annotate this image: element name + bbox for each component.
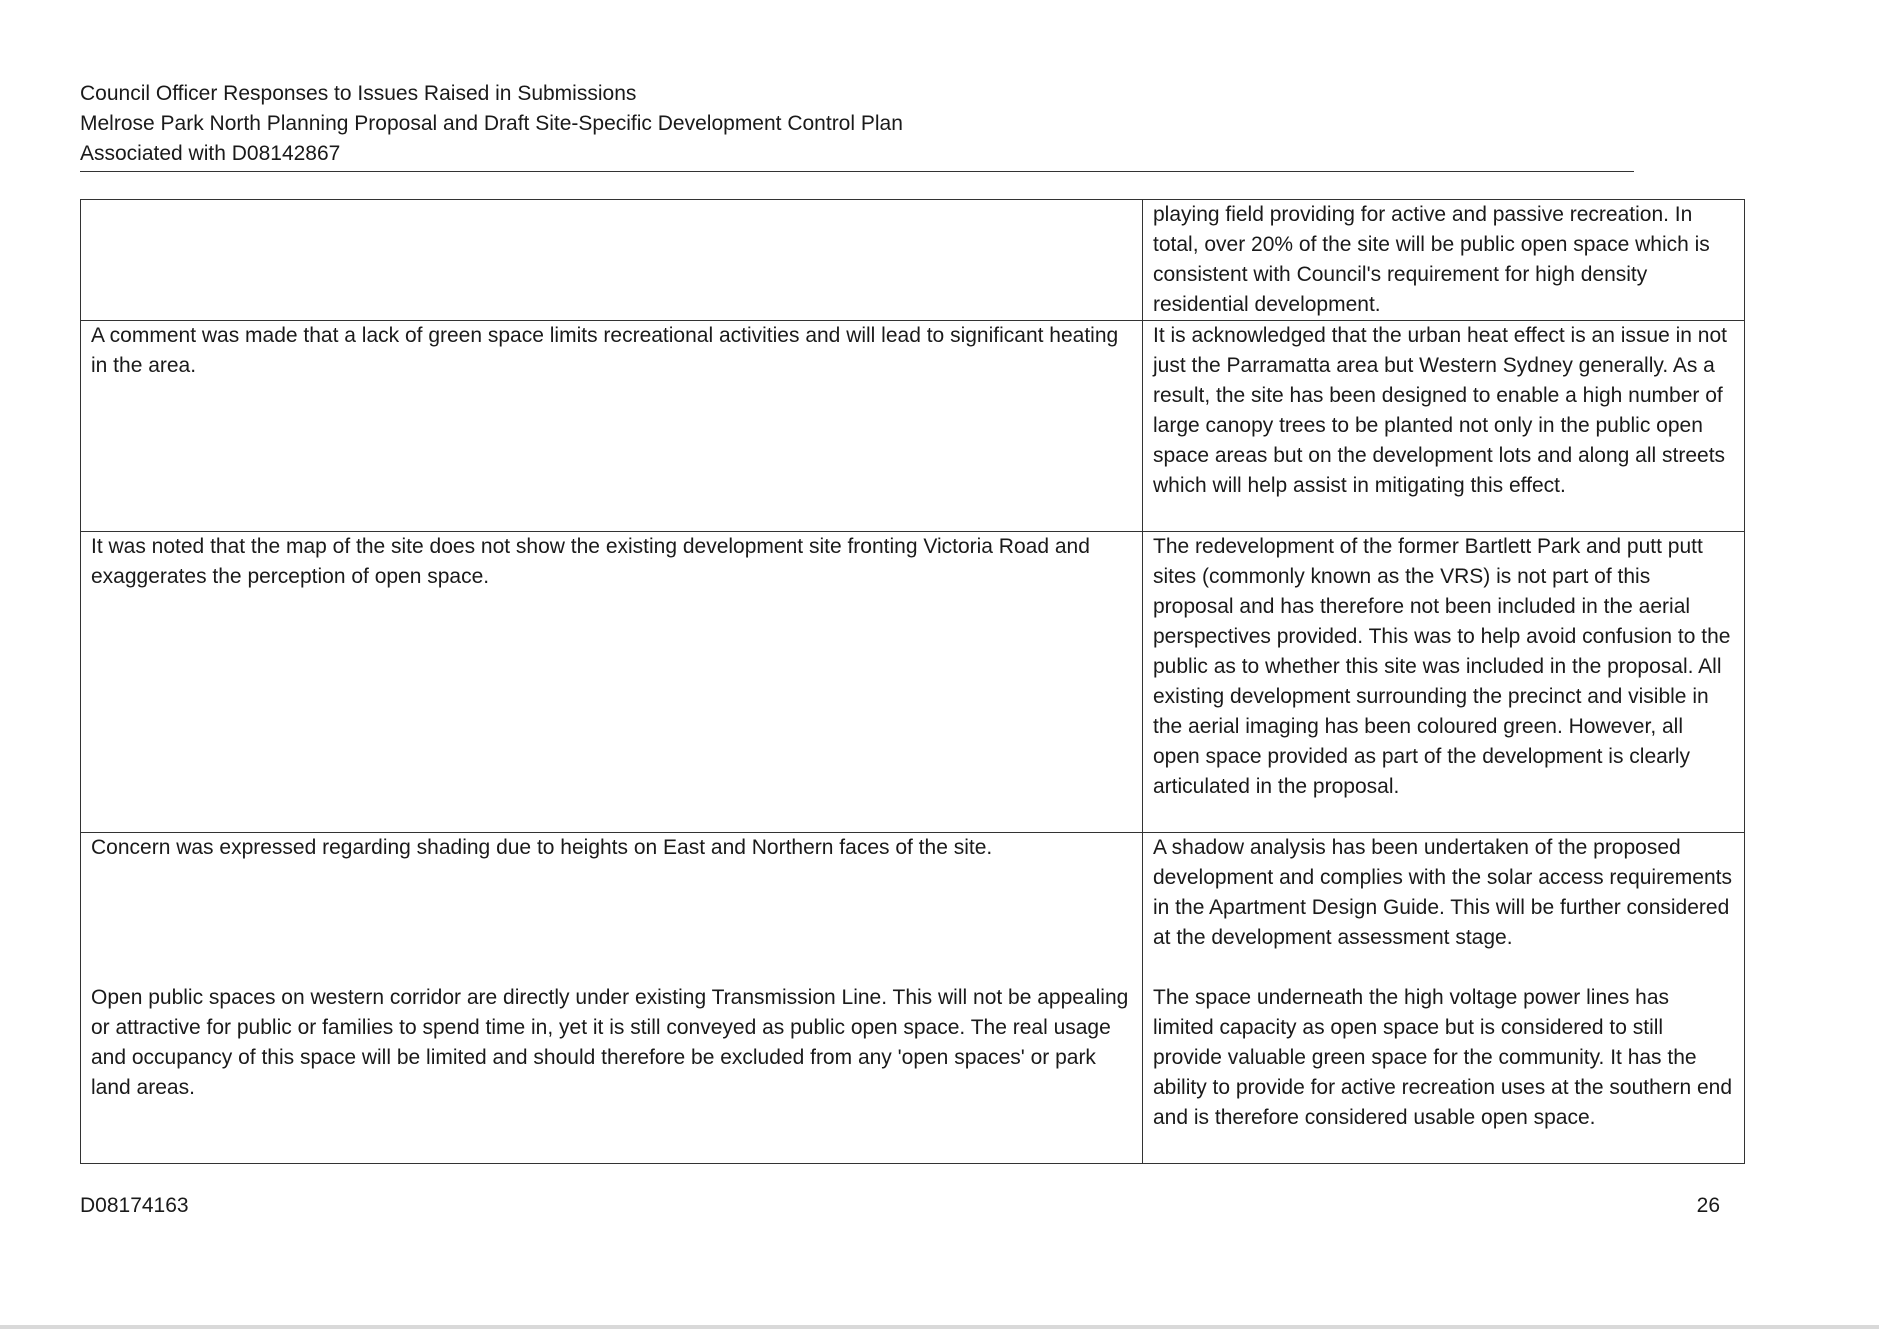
response-text: It is acknowledged that the urban heat effect is an issue in not just the Parramatta area but Western Sydney generally. As a result, the site has been designed to enable a high number of large canopy trees to be planted not only in the public open space areas but on the development lots and along all streets which will help assist in mitigating this effect.	[1153, 324, 1727, 497]
issue-cell	[81, 200, 1143, 321]
issue-cell	[81, 833, 1143, 1164]
table-row	[81, 532, 1745, 833]
issue-cell	[81, 321, 1143, 532]
page-bottom-divider	[0, 1325, 1879, 1329]
response-cell	[1143, 833, 1745, 1164]
response-cell	[1143, 532, 1745, 833]
issue-text: A comment was made that a lack of green space limits recreational activities and will lead to significant heating in the area.	[91, 324, 1119, 377]
response-text-power-lines: The space underneath the high voltage power lines has limited capacity as open space but is considered to still provide valuable green space for the community. It has the ability to provide for active recreation uses at the southern end and is therefore considered usable open space.	[1153, 986, 1732, 1129]
issue-text-transmission-line: Open public spaces on western corridor are directly under existing Transmission Line. This will not be appealing or attractive for public or families to spend time in, yet it is still conveyed as public open space. The real usage and occupancy of this space will be limited and should therefore be excluded from any 'open spaces' or park land areas.	[91, 986, 1129, 1099]
table-row	[81, 321, 1745, 532]
response-text: The redevelopment of the former Bartlett Park and putt putt sites (commonly known as the VRS) is not part of this proposal and has therefore not been included in the aerial perspectives provided. This was to help avoid confusion to the public as to whether this site was included in the proposal. All existing development surrounding the precinct and visible in the aerial imaging has been coloured green. However, all open space provided as part of the development is clearly articulated in the proposal.	[1153, 535, 1731, 798]
response-cell	[1143, 200, 1745, 321]
table-row	[81, 833, 1745, 1164]
header-reference: Associated with D08142867	[80, 142, 341, 165]
issue-text: It was noted that the map of the site does not show the existing development site fronting Victoria Road and exaggerates the perception of open space.	[91, 535, 1090, 588]
issue-cell	[81, 532, 1143, 833]
footer-doc-id: D08174163	[80, 1194, 189, 1217]
header-subtitle: Melrose Park North Planning Proposal and Draft Site-Specific Development Control Plan	[80, 112, 903, 135]
header-title: Council Officer Responses to Issues Raised in Submissions	[80, 82, 637, 105]
table-row	[81, 200, 1745, 321]
page-header	[80, 79, 1634, 172]
footer-page-number: 26	[1696, 1194, 1720, 1217]
issue-text-shading: Concern was expressed regarding shading due to heights on East and Northern faces of the site.	[91, 836, 993, 859]
response-cell	[1143, 321, 1745, 532]
response-text: playing field providing for active and passive recreation. In total, over 20% of the site will be public open space which is consistent with Council's requirement for high density residential development.	[1153, 203, 1710, 316]
submissions-table	[80, 199, 1745, 1164]
response-text-shadow-analysis: A shadow analysis has been undertaken of the proposed development and complies with the solar access requirements in the Apartment Design Guide. This will be further considered at the development assessment stage.	[1153, 836, 1732, 949]
